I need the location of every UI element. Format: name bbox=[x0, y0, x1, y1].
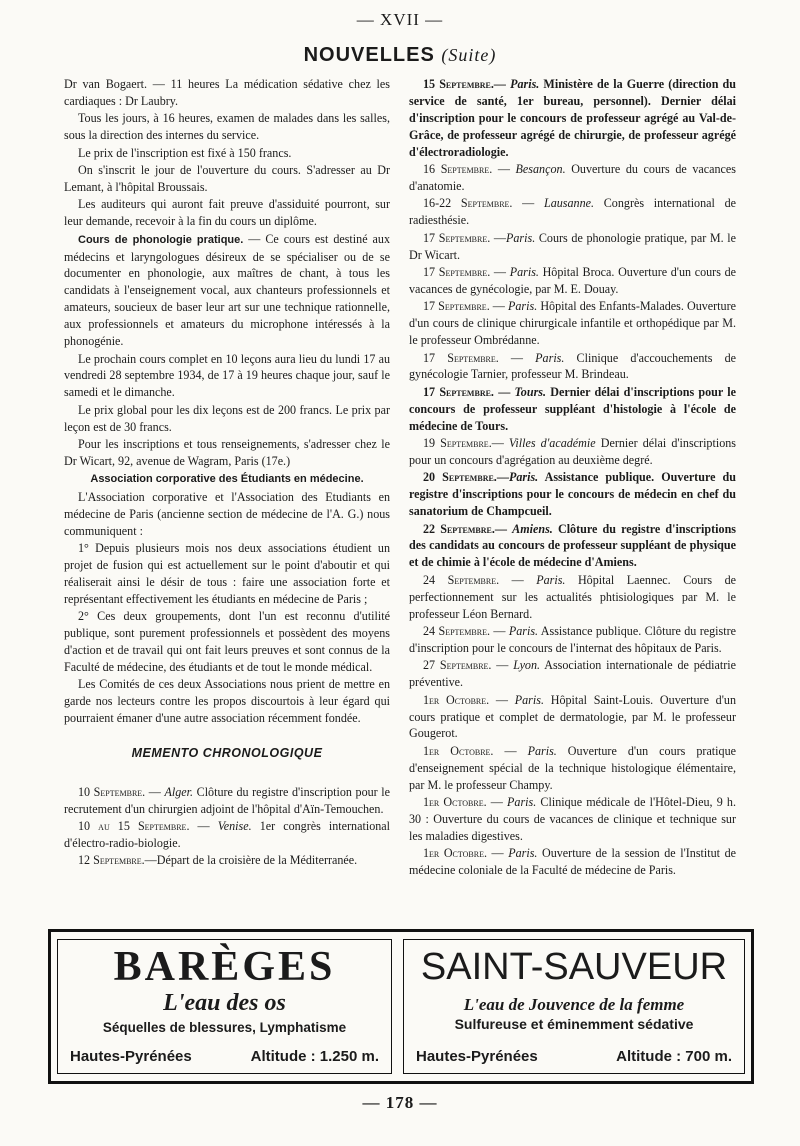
paragraph: Le prix de l'inscription est fixé à 150 francs. bbox=[78, 145, 292, 160]
memento-entry: 27 Septembre. — Lyon. Association internationale de pédiatrie préventive. bbox=[409, 658, 737, 690]
memento-entry: 17 Septembre. — Paris. Clinique d'accouchements de gynécologie Tarnier, professeur M. Brindeau. bbox=[409, 350, 737, 382]
ad-description: Sulfureuse et éminemment sédative bbox=[454, 1016, 694, 1032]
ad-region: Hautes-Pyrénées bbox=[416, 1048, 538, 1065]
memento-entry: 1er Octobre. — Paris. Ouverture de la session de l'Institut de médecine coloniale de la Faculté de médecine de Paris. bbox=[409, 846, 736, 878]
section-title-suffix: (Suite) bbox=[441, 45, 497, 65]
memento-entry: 10 Septembre. — Alger. Clôture du registre d'inscription pour le recrutement d'un chirurgien adjoint de l'hôpital d'Aïn-Temouchen. bbox=[64, 784, 391, 816]
memento-entry: 16-22 Septembre. — Lausanne. Congrès international de radiesthésie. bbox=[409, 196, 736, 228]
memento-entry: 15 Septembre.— Paris. Ministère de la Guerre (direction du service de santé, 1er bureau, personnel). Dernier délai d'inscription pour le concours de professeur agrégé au Val-de-Grâce, de professeur agrégé de chirurgie, de professeur agrégé d'électroradiologie. bbox=[409, 77, 736, 159]
memento-entry: 17 Septembre. — Paris. Hôpital des Enfants-Malades. Ouverture d'un cours de clinique chirurgicale infantile et orthopédique par M. le professeur Ombrédanne. bbox=[409, 299, 736, 348]
ad-saint-sauveur bbox=[403, 939, 745, 1074]
page-number-top: — XVII — bbox=[356, 10, 444, 29]
ad-description: Séquelles de blessures, Lymphatisme bbox=[102, 1020, 347, 1035]
memento-entry: 17 Septembre. —Paris. Cours de phonologie pratique, par M. le Dr Wicart. bbox=[409, 230, 736, 262]
memento-entry: 1er Octobre. — Paris. Clinique médicale de l'Hôtel-Dieu, 9 h. 30 : Ouverture du cours de vacances de clinique et technique sur les maladies digestives. bbox=[409, 795, 737, 843]
paragraph: Pour les inscriptions et tous renseignements, s'adresser chez le Dr Wicart, 92, avenue de Wagram, Paris (17e.) bbox=[64, 437, 390, 468]
section-title: NOUVELLES bbox=[303, 44, 435, 66]
paragraph: Cours de phonologie pratique. — Ce cours est destiné aux médecins et laryngologues désireux de se spécialiser ou de se documenter en phonologie, aux maîtres de chant, à tous les candidats à l'enseignement vocal, aux chanteurs professionnels et amateurs, soucieux de baser leur art sur une technique rationnelle, aux professionnels et amateurs du microphone intéressés à la phonogénie. bbox=[64, 231, 390, 349]
memento-entry: 24 Septembre. — Paris. Hôpital Laennec. Cours de perfectionnement sur les actualités phtisiologiques par M. le professeur Léon Bernard. bbox=[409, 572, 736, 621]
ad-bareges bbox=[57, 939, 392, 1074]
ad-region: Hautes-Pyrénées bbox=[70, 1048, 192, 1065]
paragraph: L'Association corporative et l'Association des Etudiants en médecine de Paris (ancienne section de médecine de l'A. G.) nous communiquent : bbox=[64, 489, 390, 538]
ad-slogan: L'eau des os bbox=[163, 990, 286, 1016]
memento-entry: 20 Septembre.—Paris. Assistance publique. Ouverture du registre d'inscriptions pour le concours de médecin en chef du sanatorium de Champcueil. bbox=[409, 470, 737, 519]
paragraph: Les auditeurs qui auront fait preuve d'assiduité pourront, sur leur demande, recevoir à la fin du cours un diplôme. bbox=[64, 197, 390, 229]
memento-entry: 16 Septembre. — Besançon. Ouverture du cours de vacances d'anatomie. bbox=[409, 162, 736, 193]
ad-slogan: L'eau de Jouvence de la femme bbox=[463, 995, 685, 1014]
ad-altitude: Altitude : 1.250 m. bbox=[250, 1048, 379, 1065]
ad-title: SAINT-SAUVEUR bbox=[420, 946, 728, 988]
paragraph: Le prochain cours complet en 10 leçons aura lieu du lundi 17 au vendredi 28 septembre 1934, de 17 à 19 heures chaque jour, sauf le samedi et le dimanche. bbox=[64, 351, 390, 400]
paragraph-heading: Association corporative des Étudiants en médecine. bbox=[90, 473, 364, 486]
memento-entry: 22 Septembre.— Amiens. Clôture du registre d'inscriptions des candidats au concours de professeur suppléant de physique et de chimie à l'école de médecine d'Amiens. bbox=[409, 521, 736, 570]
ad-footer bbox=[70, 1048, 379, 1065]
memento-entry: 17 Septembre. — Paris. Hôpital Broca. Ouverture d'un cours de vacances de gynécologie, par M. E. Douay. bbox=[409, 264, 736, 296]
memento-title: MEMENTO CHRONOLOGIQUE bbox=[131, 745, 323, 760]
right-column bbox=[409, 76, 736, 880]
paragraph: Tous les jours, à 16 heures, examen de malades dans les salles, sous la direction des internes du service. bbox=[64, 111, 390, 143]
paragraph: 1° Depuis plusieurs mois nos deux associations étudient un projet de fusion qui est actuellement sur le point d'aboutir et qui réaliserait ainsi le désir de tous : faire une association forte et représentant effectivement les étudiants en médecine de Paris ; bbox=[64, 540, 390, 606]
memento-entry: 1er Octobre. — Paris. Hôpital Saint-Louis. Ouverture d'un cours pratique et complet de dermatologie, par M. le professeur Gougerot. bbox=[409, 692, 736, 741]
memento-entry: 19 Septembre.— Villes d'académie Dernier délai d'inscriptions pour un concours d'agrégation au deuxième degré. bbox=[409, 436, 736, 467]
paragraph: Le prix global pour les dix leçons est de 200 francs. Le prix par leçon est de 30 francs. bbox=[64, 402, 390, 434]
memento-entry: 17 Septembre. — Tours. Dernier délai d'inscriptions pour le concours de professeur suppléant d'histologie à l'école de médecine de Tours. bbox=[409, 384, 737, 433]
memento-entry: 10 au 15 Septembre. — Venise. 1er congrès international d'électro-radio-biologie. bbox=[64, 819, 391, 851]
paragraph-heading: Cours de phonologie pratique. bbox=[78, 233, 244, 246]
memento-entry: 1er Octobre. — Paris. Ouverture d'un cours pratique d'enseignement spécial de la technique histologique élémentaire, par M. le professeur Champy. bbox=[409, 743, 736, 792]
paragraph: Les Comités de ces deux Associations nous prient de mettre en garde nos lecteurs contre les propos discourtois à leur égard qui pourraient émaner d'une autre association récemment fondée. bbox=[64, 677, 390, 726]
paragraph: On s'inscrit le jour de l'ouverture du cours. S'adresser au Dr Lemant, à l'hôpital Broussais. bbox=[64, 163, 390, 194]
section-heading bbox=[0, 44, 800, 67]
ad-altitude: Altitude : 700 m. bbox=[616, 1048, 732, 1065]
left-column bbox=[64, 76, 390, 870]
paragraph: 2° Ces deux groupements, dont l'un est reconnu d'utilité publique, sont purement professionnels et possèdent des moyens d'action et de travail qui ont fait leurs preuves et sont connus de la Faculté de médecine, des étudiants et de tout le monde médical. bbox=[64, 609, 390, 674]
ad-footer bbox=[416, 1048, 732, 1065]
memento-entry: 24 Septembre. — Paris. Assistance publique. Clôture du registre d'inscription pour le concours de l'internat des hôpitaux de Paris. bbox=[409, 624, 736, 655]
memento-entry: 12 Septembre.—Départ de la croisière de la Méditerranée. bbox=[78, 853, 358, 868]
paragraph: Dr van Bogaert. — 11 heures La médication sédative chez les cardiaques : Dr Laubry. bbox=[64, 77, 390, 108]
ad-title: BARÈGES bbox=[113, 944, 336, 990]
advertisement-box bbox=[48, 929, 754, 1084]
page-number-bottom: — 178 — bbox=[362, 1093, 438, 1112]
